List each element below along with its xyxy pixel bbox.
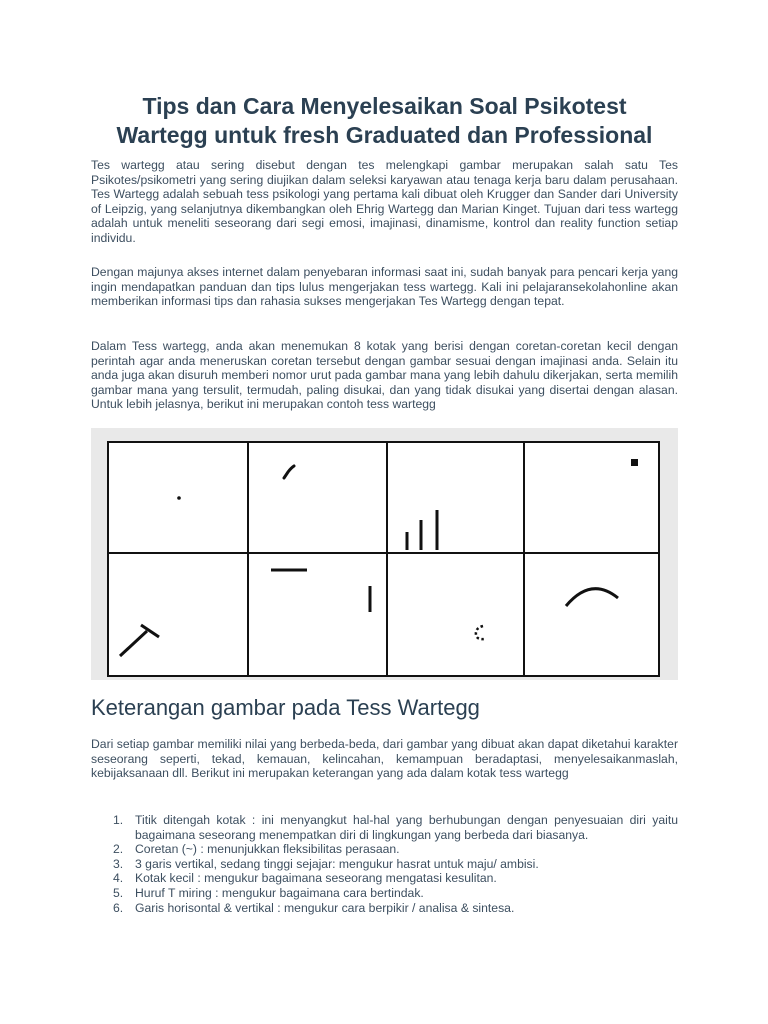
explanation-paragraph: Dari setiap gambar memiliki nilai yang berbeda-beda, dari gambar yang dibuat akan dapat diketahui karakter seseorang seperti, tekad, kemauan, kelincahan, kemampuan beradaptasi, menyelesaikanmaslah, kebijaksanaan dll. Berikut ini merupakan keterangan yang ada dalam kotak tess wartegg xyxy=(91,737,678,781)
explanation-list xyxy=(91,813,678,915)
box4-square xyxy=(631,459,638,466)
test-description-paragraph: Dalam Tess wartegg, anda akan menemukan 8 kotak yang berisi dengan coretan-coretan kecil dengan perintah agar anda meneruskan coretan tersebut dengan gambar sesuai dengan imajinasi anda. Selain itu anda juga akan disuruh memberi nomor urut pada gambar mana yang lebih dahulu dikerjakan, serta memilih gambar mana yang tersulit, termudah, paling disukai, dan yang tidak disukai yang disertai dengan alasan. Untuk lebih jelasnya, berikut ini merupakan contoh tess wartegg xyxy=(91,339,678,412)
list-text: Huruf T miring : mengukur bagaimana cara bertindak. xyxy=(135,885,424,900)
grid-frame xyxy=(108,442,659,676)
list-item xyxy=(91,886,678,901)
page-title-line-1: Tips dan Cara Menyelesaikan Soal Psikotest xyxy=(142,93,627,119)
page-title xyxy=(91,92,678,150)
page-title-line-2: Wartegg untuk fresh Graduated dan Professional xyxy=(116,122,653,148)
list-item xyxy=(91,842,678,857)
list-item xyxy=(91,813,678,842)
intro-paragraph: Tes wartegg atau sering disebut dengan tes melengkapi gambar merupakan salah satu Tes Psikotes/psikometri yang sering diujikan dalam seleksi karyawan atau tenaga kerja baru dalam perusahaan. Tes Wartegg adalah sebuah tess psikologi yang pertama kali dibuat oleh Krugger dan Sander dari University of Leipzig, yang selanjutnya dikembangkan oleh Ehrig Wartegg dan Marian Kinget. Tujuan dari tess wartegg adalah untuk meneliti seseorang dari segi emosi, imajinasi, dinamisme, kontrol dan reality function setiap individu. xyxy=(91,158,678,245)
wartegg-grid xyxy=(91,428,678,680)
list-text: Kotak kecil : mengukur bagaimana seseorang mengatasi kesulitan. xyxy=(135,871,497,886)
internet-paragraph: Dengan majunya akses internet dalam penyebaran informasi saat ini, sudah banyak para pencari kerja yang ingin mendapatkan panduan dan tips lulus mengerjakan tess wartegg. Kali ini pelajaransekolahonline akan memberikan informasi tips dan rahasia sukses mengerjakan Tes Wartegg dengan tepat. xyxy=(91,265,678,309)
list-text: Garis horisontal & vertikal : mengukur cara berpikir / analisa & sintesa. xyxy=(135,900,515,915)
list-number: 4. xyxy=(113,871,124,886)
list-item xyxy=(91,901,678,916)
list-text: Coretan (~) : menunjukkan fleksibilitas perasaan. xyxy=(135,842,400,857)
section-heading: Keterangan gambar pada Tess Wartegg xyxy=(91,695,480,720)
list-text: Titik ditengah kotak : ini menyangkut hal-hal yang berhubungan dengan penyesuaian diri yaitu bagaimana seseorang menempatkan diri di lingkungan yang berbeda dari biasanya. xyxy=(135,813,678,842)
list-number: 1. xyxy=(113,813,124,827)
list-number: 6. xyxy=(113,900,124,915)
list-item xyxy=(91,857,678,872)
list-number: 2. xyxy=(113,842,124,857)
list-number: 5. xyxy=(113,885,124,900)
list-number: 3. xyxy=(113,856,124,871)
wartegg-test-figure xyxy=(91,428,678,680)
list-text: 3 garis vertikal, sedang tinggi sejajar: mengukur hasrat untuk maju/ ambisi. xyxy=(135,856,539,871)
list-item xyxy=(91,871,678,886)
box1-dot xyxy=(177,496,181,500)
